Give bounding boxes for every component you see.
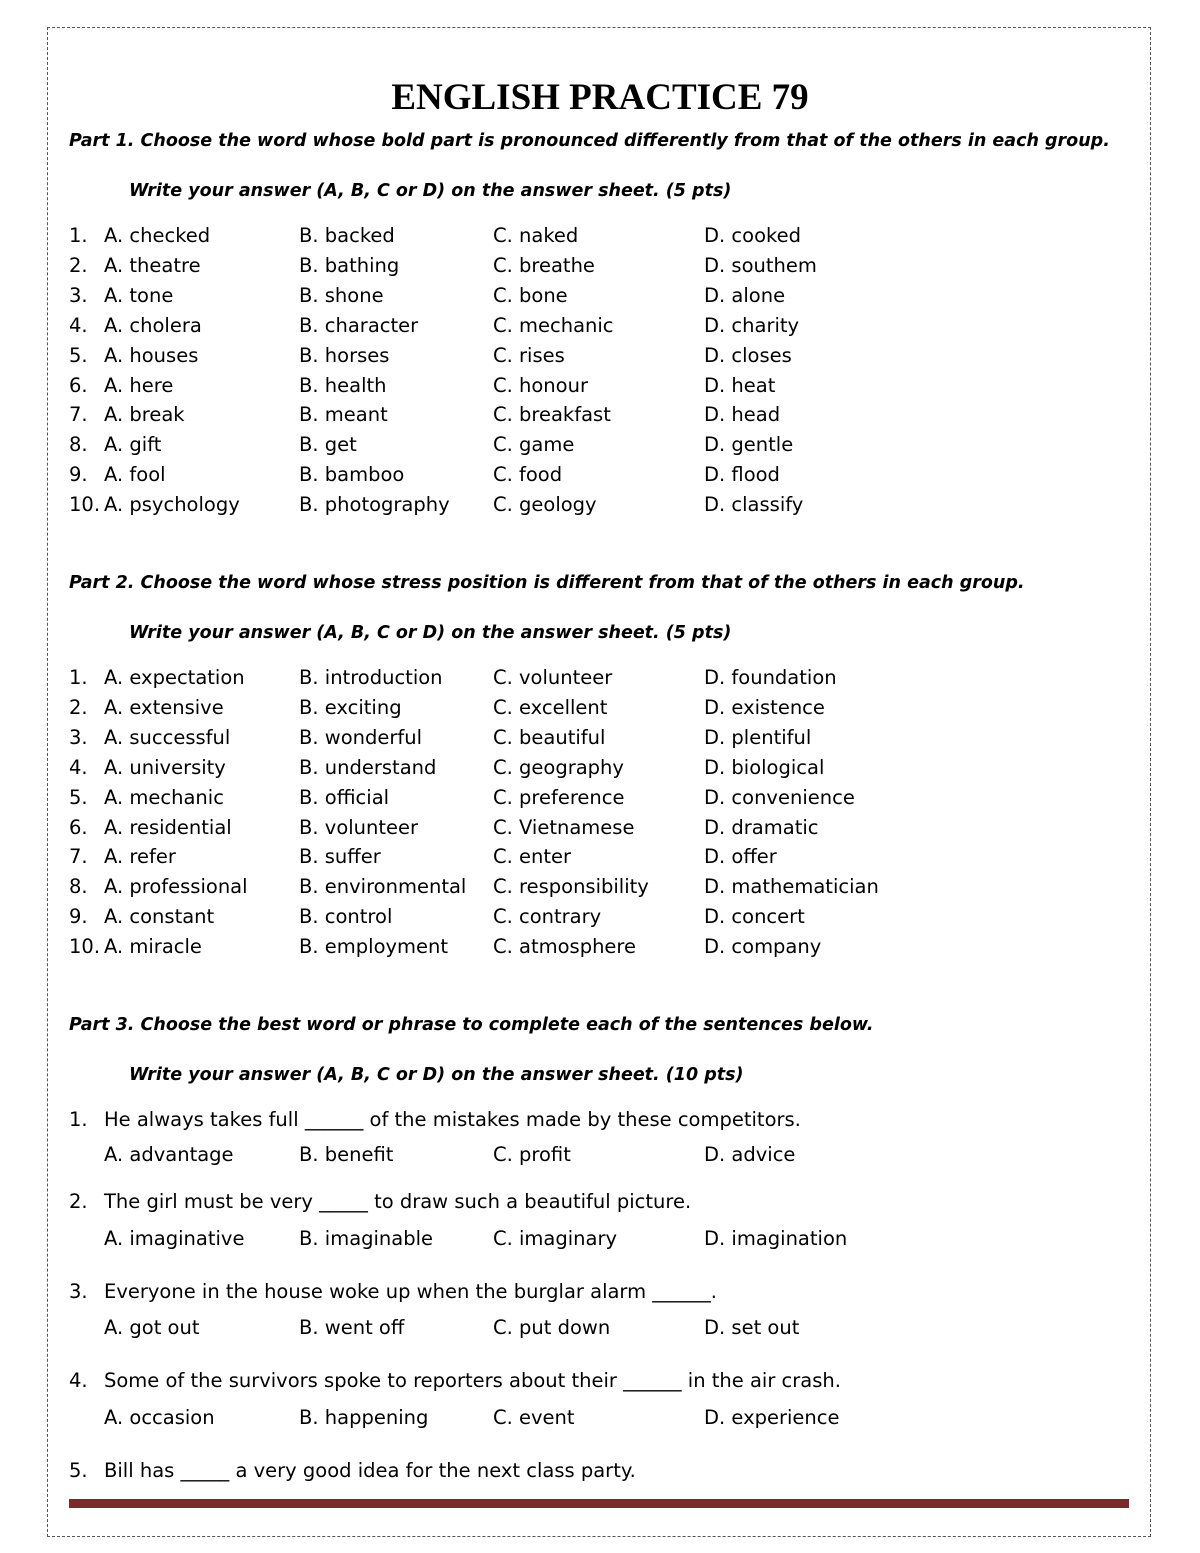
option-a: A. refer xyxy=(104,845,176,869)
question-row xyxy=(69,374,1129,404)
question-number: 8. xyxy=(69,433,88,457)
question-number: 1. xyxy=(69,224,88,247)
option-d: D. advice xyxy=(704,1143,796,1166)
option-d: D. experience xyxy=(704,1406,840,1429)
option-c: C. breathe xyxy=(493,253,595,277)
option-d: D. heat xyxy=(704,373,776,397)
question-text: Bill has _____ a very good idea for the next class party. xyxy=(104,1459,636,1482)
option-d: D. foundation xyxy=(704,666,837,689)
option-a: A. mechanic xyxy=(104,785,224,809)
question-number: 10. xyxy=(69,493,101,517)
option-a: A. houses xyxy=(104,343,199,367)
option-d: D. set out xyxy=(704,1316,800,1339)
option-d: D. convenience xyxy=(704,785,855,809)
option-b: B. bathing xyxy=(299,253,400,277)
option-b: B. photography xyxy=(299,493,450,517)
part3-heading: Part 3. Choose the best word or phrase to complete each of the sentences below. xyxy=(69,1015,874,1035)
question-row xyxy=(69,403,1129,433)
option-b: B. control xyxy=(299,905,393,929)
question-text: Everyone in the house woke up when the burglar alarm ______. xyxy=(104,1280,718,1303)
option-d: D. gentle xyxy=(704,433,794,457)
option-c: C. honour xyxy=(493,373,588,397)
option-b: B. imaginable xyxy=(299,1227,434,1250)
option-d: D. flood xyxy=(704,463,780,487)
option-b: B. volunteer xyxy=(299,815,419,839)
question-number: 4. xyxy=(69,313,88,337)
option-a: A. occasion xyxy=(104,1406,215,1429)
option-a: A. psychology xyxy=(104,493,240,517)
option-d: D. biological xyxy=(704,755,825,779)
question-number: 4. xyxy=(69,755,88,779)
option-c: C. naked xyxy=(493,224,579,247)
option-a: A. gift xyxy=(104,433,162,457)
question-number: 6. xyxy=(69,815,88,839)
option-d: D. mathematician xyxy=(704,875,879,899)
option-b: B. get xyxy=(299,433,357,457)
option-d: D. charity xyxy=(704,313,800,337)
question-row xyxy=(69,845,1129,875)
option-c: C. food xyxy=(493,463,563,487)
option-a: A. tone xyxy=(104,283,174,307)
question-number: 9. xyxy=(69,905,88,929)
question-row xyxy=(69,875,1129,905)
question-row xyxy=(69,314,1129,344)
option-c: C. geology xyxy=(493,493,597,517)
option-a: A. extensive xyxy=(104,695,224,719)
option-d: D. southem xyxy=(704,253,817,277)
question-row xyxy=(69,726,1129,756)
question-row xyxy=(69,816,1129,846)
option-d: D. company xyxy=(704,935,822,959)
question-row xyxy=(69,344,1129,374)
question-number: 5. xyxy=(69,1459,88,1482)
option-c: C. atmosphere xyxy=(493,935,637,959)
question-number: 7. xyxy=(69,403,88,427)
option-d: D. closes xyxy=(704,343,792,367)
option-c: C. geography xyxy=(493,755,624,779)
option-b: B. went off xyxy=(299,1316,405,1339)
option-c: C. rises xyxy=(493,343,565,367)
question-number: 1. xyxy=(69,1108,88,1131)
option-a: A. imaginative xyxy=(104,1227,245,1250)
option-b: B. employment xyxy=(299,935,449,959)
question-row xyxy=(69,284,1129,314)
option-b: B. suffer xyxy=(299,845,381,869)
option-a: A. got out xyxy=(104,1316,200,1339)
option-c: C. Vietnamese xyxy=(493,815,635,839)
option-b: B. shone xyxy=(299,283,384,307)
question-number: 2. xyxy=(69,1190,88,1213)
question-text: He always takes full ______ of the mistakes made by these competitors. xyxy=(104,1108,801,1131)
question-number: 10. xyxy=(69,935,101,959)
option-d: D. existence xyxy=(704,695,825,719)
option-a: A. miracle xyxy=(104,935,202,959)
option-a: A. professional xyxy=(104,875,248,899)
option-b: B. character xyxy=(299,313,419,337)
option-a: A. here xyxy=(104,373,174,397)
question-text: Some of the survivors spoke to reporters about their ______ in the air crash. xyxy=(104,1369,841,1392)
option-d: D. alone xyxy=(704,283,786,307)
option-d: D. concert xyxy=(704,905,805,929)
option-b: B. happening xyxy=(299,1406,429,1429)
option-a: A. successful xyxy=(104,725,231,749)
question-text: The girl must be very _____ to draw such a beautiful picture. xyxy=(104,1190,692,1213)
option-c: C. contrary xyxy=(493,905,602,929)
option-b: B. official xyxy=(299,785,390,809)
question-row xyxy=(69,696,1129,726)
question-number: 1. xyxy=(69,666,88,689)
option-a: A. university xyxy=(104,755,226,779)
option-a: A. advantage xyxy=(104,1143,234,1166)
option-d: D. offer xyxy=(704,845,777,869)
question-number: 3. xyxy=(69,725,88,749)
option-c: C. profit xyxy=(493,1143,571,1166)
option-c: C. volunteer xyxy=(493,666,613,689)
option-b: B. meant xyxy=(299,403,388,427)
option-b: B. bamboo xyxy=(299,463,405,487)
question-number: 6. xyxy=(69,373,88,397)
option-c: C. mechanic xyxy=(493,313,614,337)
question-row xyxy=(69,905,1129,935)
option-d: D. dramatic xyxy=(704,815,819,839)
question-number: 2. xyxy=(69,695,88,719)
part1-instruction: Write your answer (A, B, C or D) on the answer sheet. (5 pts) xyxy=(129,181,732,201)
option-a: A. cholera xyxy=(104,313,202,337)
option-c: C. put down xyxy=(493,1316,611,1339)
option-b: B. environmental xyxy=(299,875,467,899)
option-b: B. understand xyxy=(299,755,437,779)
question-row xyxy=(69,935,1129,965)
option-a: A. checked xyxy=(104,224,211,247)
question-number: 3. xyxy=(69,1280,88,1303)
question-number: 9. xyxy=(69,463,88,487)
question-row xyxy=(69,756,1129,786)
question-row xyxy=(69,463,1129,493)
option-d: D. head xyxy=(704,403,781,427)
question-row xyxy=(69,493,1129,523)
option-b: B. exciting xyxy=(299,695,402,719)
question-row xyxy=(69,666,1129,696)
option-d: D. imagination xyxy=(704,1227,848,1250)
option-a: A. theatre xyxy=(104,253,201,277)
option-b: B. backed xyxy=(299,224,395,247)
option-d: D. cooked xyxy=(704,224,801,247)
option-c: C. event xyxy=(493,1406,575,1429)
part2-instruction: Write your answer (A, B, C or D) on the answer sheet. (5 pts) xyxy=(129,623,732,643)
option-c: C. excellent xyxy=(493,695,608,719)
option-c: C. bone xyxy=(493,283,568,307)
question-number: 3. xyxy=(69,283,88,307)
question-number: 8. xyxy=(69,875,88,899)
footer-rule xyxy=(69,1499,1129,1508)
question-number: 2. xyxy=(69,253,88,277)
question-row xyxy=(69,254,1129,284)
question-number: 7. xyxy=(69,845,88,869)
option-a: A. break xyxy=(104,403,185,427)
question-number: 5. xyxy=(69,785,88,809)
option-a: A. constant xyxy=(104,905,215,929)
option-a: A. fool xyxy=(104,463,166,487)
question-row xyxy=(69,224,1129,254)
option-c: C. preference xyxy=(493,785,625,809)
question-number: 4. xyxy=(69,1369,88,1392)
option-b: B. horses xyxy=(299,343,390,367)
option-c: C. responsibility xyxy=(493,875,649,899)
option-c: C. game xyxy=(493,433,575,457)
option-b: B. introduction xyxy=(299,666,443,689)
question-row xyxy=(69,433,1129,463)
page-title: ENGLISH PRACTICE 79 xyxy=(391,77,809,118)
option-b: B. health xyxy=(299,373,387,397)
part2-heading: Part 2. Choose the word whose stress position is different from that of the others in each group. xyxy=(69,573,1025,593)
part3-instruction: Write your answer (A, B, C or D) on the answer sheet. (10 pts) xyxy=(129,1065,744,1085)
option-b: B. wonderful xyxy=(299,725,423,749)
part1-heading: Part 1. Choose the word whose bold part is pronounced differently from that of the others in each group. xyxy=(69,131,1110,151)
option-b: B. benefit xyxy=(299,1143,394,1166)
option-c: C. beautiful xyxy=(493,725,606,749)
option-a: A. expectation xyxy=(104,666,245,689)
option-c: C. imaginary xyxy=(493,1227,618,1250)
option-c: C. breakfast xyxy=(493,403,611,427)
option-a: A. residential xyxy=(104,815,232,839)
question-number: 5. xyxy=(69,343,88,367)
option-c: C. enter xyxy=(493,845,572,869)
option-d: D. plentiful xyxy=(704,725,812,749)
question-row xyxy=(69,786,1129,816)
option-d: D. classify xyxy=(704,493,804,517)
